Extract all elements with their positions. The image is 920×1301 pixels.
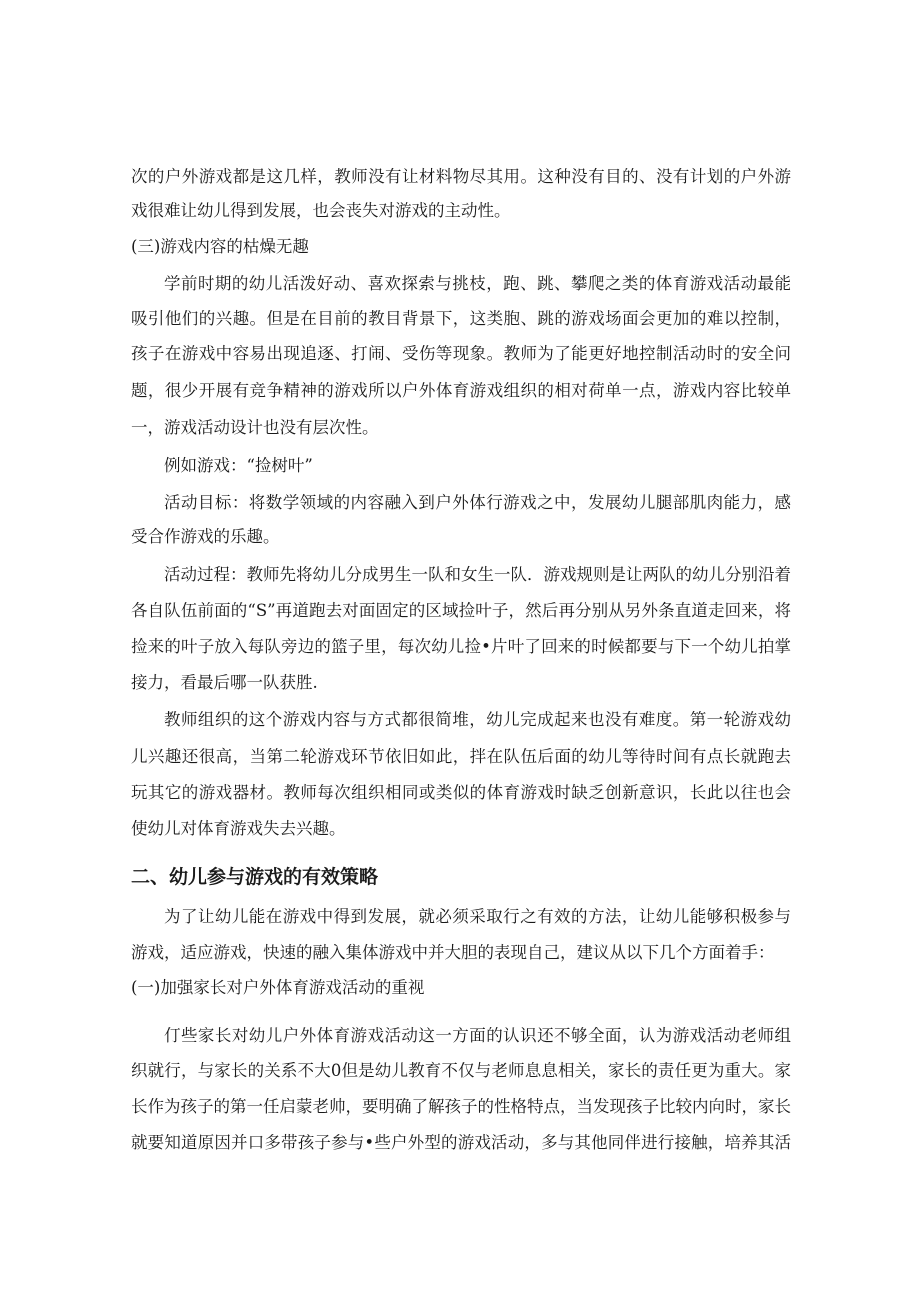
subsection-heading: (一)加强家长对户外体育游戏活动的重视	[131, 978, 425, 997]
paragraph-line: 各自队伍前面的“S”再道跑去对面固定的区域捡叶子，然后再分别从另外条直道走回来，将	[131, 601, 791, 620]
paragraph-line: 捡来的叶子放入每队旁边的篮子里，每次幼儿捡•片叶了回来的时候都要与下一个幼儿拍掌	[131, 637, 791, 656]
paragraph-line: 受合作游戏的乐趣。	[131, 527, 280, 546]
section-heading: 二、幼儿参与游戏的有效策略	[131, 866, 379, 888]
paragraph-line: 使幼儿对体育游戏失去兴趣。	[131, 819, 346, 838]
paragraph-line: 戏很难让幼儿得到发展，也会丧失对游戏的主动性。	[131, 201, 511, 220]
paragraph-line: 长作为孩子的第一任启蒙老帅，要明确了解孩子的性格特点，当发现孩子比较内向时，家长	[131, 1097, 791, 1116]
paragraph-line: 就要知道原因并口多带孩子参与•些户外型的游戏活动，多与其他同伴进行接触，培养其活	[131, 1133, 791, 1152]
paragraph-line: 为了让幼儿能在游戏中得到发展，就必须采取行之有效的方法，让幼儿能够积极参与	[164, 907, 791, 926]
paragraph-line: 儿兴趣还很高，当第二轮游戏环节依旧如此，拌在队伍后面的幼儿等待时间有点长就跑去	[131, 747, 791, 766]
paragraph-line: 吸引他们的兴趣。但是在目前的教目背景下，这类胞、跳的游戏场面会更加的难以控制，	[131, 309, 791, 328]
paragraph-line: 学前时期的幼儿活泼好动、喜欢探索与挑枝，跑、跳、攀爬之类的体育游戏活动最能	[164, 274, 791, 293]
paragraph-line: 玩其它的游戏器材。教师每次组织相同或类似的体育游戏时缺乏创新意识，长此以往也会	[131, 783, 791, 802]
paragraph-line: 活动目标：将数学领域的内容融入到户外体行游戏之中，发展幼儿腿部肌肉能力，感	[164, 493, 791, 512]
paragraph-line: 孩子在游戏中容易出现追逐、打闹、受伤等现象。教师为了能更好地控制活动时的安全问	[131, 344, 791, 363]
paragraph-line: 题，很少开展有竞争精神的游戏所以户外体育游戏组织的相对荷单一点，游戏内容比较单	[131, 381, 791, 400]
paragraph-line: 一，游戏活动设计也没有层次性。	[131, 418, 379, 437]
paragraph-line: 次的户外游戏都是这几样，教师没有让材料物尽其用。这种没有目的、没有计划的户外游	[131, 167, 791, 186]
paragraph-line: 教师组织的这个游戏内容与方式都很简堆，幼儿完成起来也没有难度。第一轮游戏幼	[164, 710, 791, 729]
subsection-heading: (三)游戏内容的枯燥无趣	[131, 237, 309, 256]
paragraph-line: 活动过程：教师先将幼儿分成男生一队和女生一队．游戏规则是让两队的幼儿分别沿着	[164, 565, 791, 584]
paragraph-line: 接力，看最后哪一队获胜.	[131, 673, 318, 692]
paragraph-line: 游戏，适应游戏，快速的融入集体游戏中并大胆的表现自己，建议从以下几个方面着手：	[131, 943, 775, 962]
paragraph-line: 织就行，与家长的关系不大0但是幼儿教育不仅与老师息息相关，家长的责任更为重大。家	[131, 1061, 791, 1080]
paragraph-line: 仃些家长对幼儿户外体育游戏活动这一方面的认识还不够全面，认为游戏活动老师组	[164, 1026, 791, 1045]
example-title: 例如游戏：“捡树叶”	[164, 456, 313, 475]
